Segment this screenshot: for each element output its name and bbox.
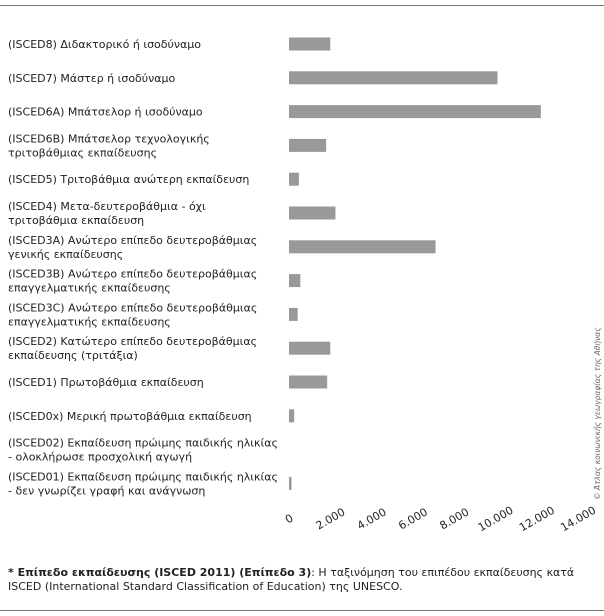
- copyright-credit: © Άτλας κοινωνικής γεωγραφίας της Αθήνας: [593, 327, 602, 500]
- category-label: (ISCED2) Κατώτερο επίπεδο δευτεροβάθμιας εκπαίδευσης (τριτάξια): [8, 335, 258, 363]
- category-label: (ISCED6B) Μπάτσελορ τεχνολογικής τριτοβάθμιας εκπαίδευσης: [8, 132, 210, 160]
- x-tick-label: 12.000: [517, 503, 557, 535]
- bar: [289, 308, 298, 321]
- category-label: (ISCED3B) Ανώτερο επίπεδο δευτεροβάθμιας επαγγελματικής εκπαίδευσης: [8, 267, 258, 295]
- bottom-border: [0, 610, 604, 611]
- x-tick-label: 0: [282, 511, 296, 527]
- bar: [289, 71, 497, 84]
- category-label: (ISCED0x) Μερική πρωτοβάθμια εκπαίδευση: [8, 409, 252, 423]
- bar: [289, 38, 330, 51]
- category-label: (ISCED5) Τριτοβάθμια ανώτερη εκπαίδευση: [8, 173, 250, 187]
- bars: [289, 38, 541, 490]
- category-label: (ISCED8) Διδακτορικό ή ισοδύναμο: [8, 38, 201, 51]
- bar: [289, 274, 300, 287]
- category-label: (ISCED02) Εκπαίδευση πρώιμης παιδικής ηλικίας - ολοκλήρωσε προσχολική αγωγή: [8, 436, 278, 464]
- category-label: (ISCED4) Μετα-δευτεροβάθμια - όχι τριτοβάθμια εκπαίδευση: [8, 200, 206, 227]
- category-label: (ISCED3C) Ανώτερο επίπεδο δευτεροβάθμιας επαγγελματικής εκπαίδευσης: [8, 301, 258, 329]
- footnote-term: * Επίπεδο εκπαίδευσης (ISCED 2011) (Επίπεδο 3): [8, 566, 312, 579]
- category-label: (ISCED01) Εκπαίδευση πρώιμης παιδικής ηλικίας - δεν γνωρίζει γραφή και ανάγνωση: [8, 470, 278, 498]
- bar: [289, 342, 330, 355]
- footnote-text: : Η ταξινόμηση του επιπέδου εκπαίδευσης κατά ISCED (International Standard Classification of Education) της UNESCO.: [8, 566, 575, 593]
- category-label: (ISCED3A) Ανώτερο επίπεδο δευτεροβάθμιας γενικής εκπαίδευσης: [8, 233, 258, 261]
- footnote: [8, 566, 600, 594]
- x-tick-label: 6.000: [396, 505, 430, 533]
- x-axis-ticks: [283, 504, 598, 535]
- bar: [289, 139, 326, 152]
- category-label: (ISCED1) Πρωτοβάθμια εκπαίδευση: [8, 376, 204, 389]
- x-tick-label: 2.000: [313, 505, 348, 533]
- bar: [289, 477, 291, 490]
- bar: [289, 105, 541, 118]
- category-label: (ISCED7) Μάστερ ή ισοδύναμο: [8, 71, 176, 85]
- x-tick-label: 4.000: [354, 505, 389, 533]
- bar: [289, 173, 299, 186]
- bar: [289, 376, 327, 389]
- x-tick-label: 14.000: [558, 503, 599, 535]
- x-tick-label: 8.000: [437, 505, 472, 533]
- bar: [289, 240, 436, 253]
- bar: [289, 409, 294, 422]
- bar: [289, 207, 335, 220]
- x-tick-label: 10.000: [475, 503, 516, 535]
- category-labels: [8, 38, 278, 497]
- category-label: (ISCED6A) Μπάτσελορ ή ισοδύναμο: [8, 105, 203, 119]
